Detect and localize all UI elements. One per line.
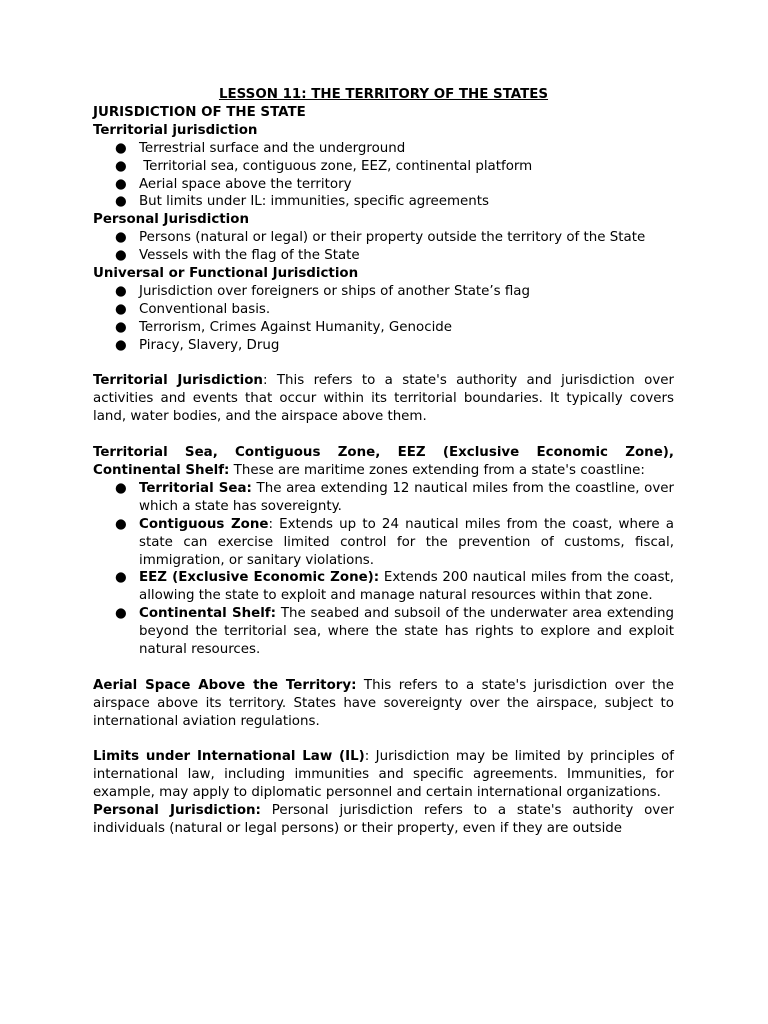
bullet-list-personal: [93, 229, 674, 265]
paragraph-aerial-space: Aerial Space Above the Territory: This refers to a state's jurisdiction over the airspace above its territory. States have sovereignty over the airspace, subject to international aviation regulations.: [93, 677, 674, 729]
section-heading: JURISDICTION OF THE STATE: [93, 104, 306, 120]
list-item: ● But limits under IL: immunities, specific agreements: [115, 194, 489, 210]
subheading-personal: Personal Jurisdiction: [93, 212, 250, 228]
paragraph-limits-il: Limits under International Law (IL): Jurisdiction may be limited by principles of international law, including immunities and specific agreements. Immunities, for example, may apply to diplomatic personnel and certain international organizations.: [93, 749, 674, 801]
bullet-icon: ●: [115, 480, 127, 496]
document-page: [93, 86, 674, 838]
list-item: ● Vessels with the flag of the State: [115, 248, 360, 264]
bullet-icon: ●: [115, 140, 127, 156]
list-item: ● Terrestrial surface and the underground: [115, 140, 406, 156]
bullet-icon: ●: [115, 176, 127, 192]
paragraph-maritime-zones: Territorial Sea, Contiguous Zone, EEZ (Exclusive Economic Zone), Continental Shelf: These are maritime zones extending from a state's coastline:: [93, 445, 674, 478]
paragraph-territorial-jurisdiction: Territorial Jurisdiction: This refers to a state's authority and jurisdiction over activities and events that occur within its territorial boundaries. It typically covers land, water bodies, and the airspace above them.: [93, 373, 674, 425]
bullet-icon: ●: [115, 301, 127, 317]
list-item: ● Territorial sea, contiguous zone, EEZ, continental platform: [115, 158, 533, 174]
list-item: ● Aerial space above the territory: [115, 176, 352, 192]
bullet-icon: ●: [115, 337, 127, 353]
bullet-icon: ●: [115, 158, 127, 174]
list-item: ● Piracy, Slavery, Drug: [115, 337, 280, 353]
bullet-icon: ●: [115, 606, 127, 622]
bullet-icon: ●: [115, 194, 127, 210]
bullet-icon: ●: [115, 283, 127, 299]
bullet-icon: ●: [115, 516, 127, 532]
subheading-universal: Universal or Functional Jurisdiction: [93, 266, 359, 282]
bullet-icon: ●: [115, 248, 127, 264]
list-item: ● Jurisdiction over foreigners or ships of another State’s flag: [115, 283, 531, 299]
bullet-icon: ●: [115, 570, 127, 586]
list-item: ● Terrorism, Crimes Against Humanity, Genocide: [115, 319, 453, 335]
bullet-list-territorial: [93, 140, 674, 212]
bullet-list-maritime-zones: [93, 480, 674, 659]
bullet-icon: ●: [115, 230, 127, 246]
list-item: ● Contiguous Zone: Extends up to 24 nautical miles from the coast, where a state can exercise limited control for the prevention of customs, fiscal, immigration, or sanitary violations.: [115, 516, 675, 568]
lesson-title: LESSON 11: THE TERRITORY OF THE STATES: [218, 87, 549, 102]
list-item: ● EEZ (Exclusive Economic Zone): Extends 200 nautical miles from the coast, allowing the state to exploit and manage natural resources within that zone.: [115, 570, 674, 604]
list-item: ● Territorial Sea: The area extending 12 nautical miles from the coastline, over which a state has sovereignty.: [115, 480, 675, 514]
list-item: ● Persons (natural or legal) or their property outside the territory of the State: [115, 230, 646, 246]
subheading-territorial: Territorial jurisdiction: [93, 122, 258, 138]
bullet-list-universal: [93, 283, 674, 355]
paragraph-personal-jurisdiction: Personal Jurisdiction: Personal jurisdiction refers to a state's authority over individuals (natural or legal persons) or their property, even if they are outside: [93, 803, 674, 837]
list-item: ● Conventional basis.: [115, 301, 271, 317]
list-item: ● Continental Shelf: The seabed and subsoil of the underwater area extending beyond the territorial sea, where the state has rights to explore and exploit natural resources.: [115, 606, 675, 658]
bullet-icon: ●: [115, 319, 127, 335]
